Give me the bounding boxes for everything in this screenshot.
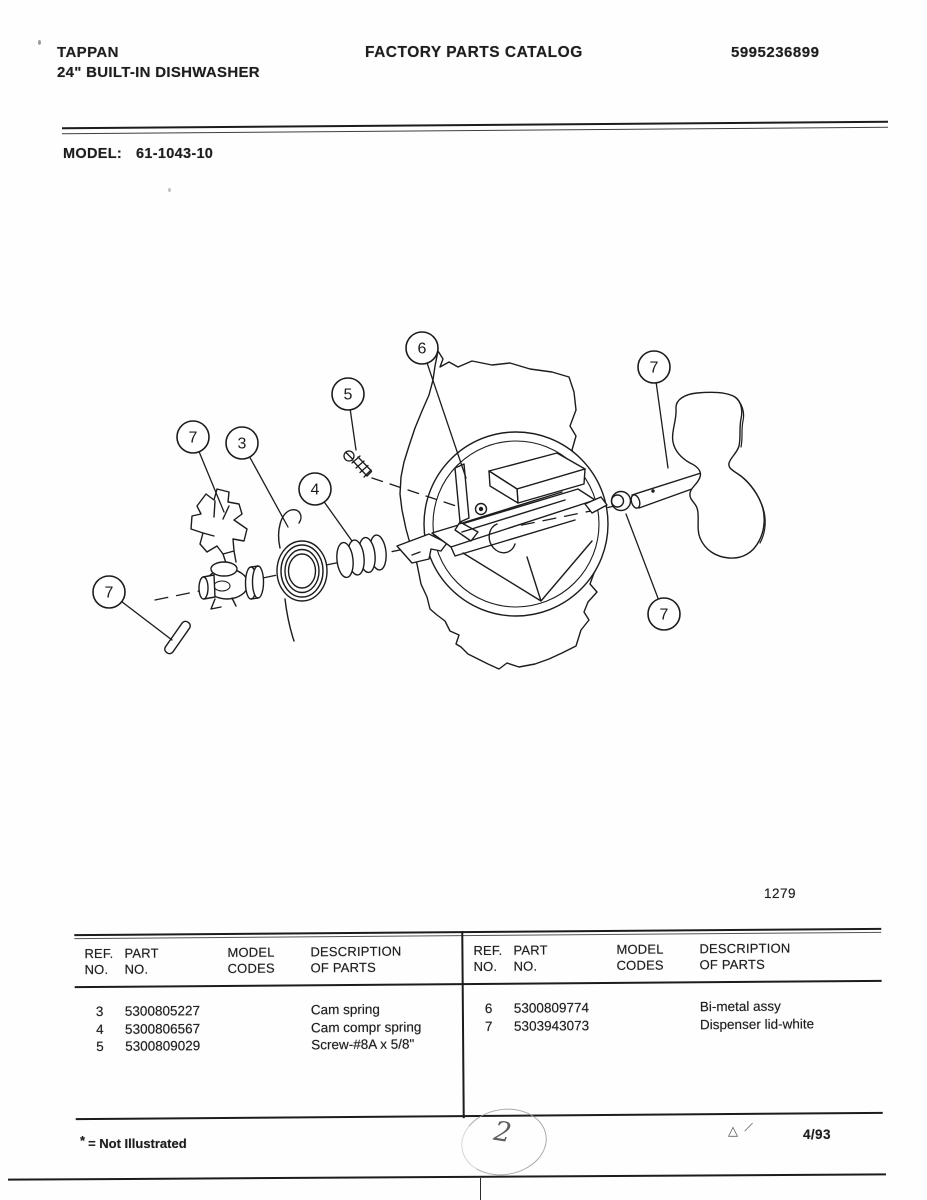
cell-desc: Cam spring — [310, 1001, 380, 1018]
footnote-text: = Not Illustrated — [88, 1136, 187, 1151]
cell-codes — [228, 1002, 311, 1020]
revision-date: 4/93 — [803, 1127, 831, 1142]
handwritten-page-number: 2 — [491, 1115, 514, 1150]
column-header: REF. NO. — [84, 945, 114, 977]
footnote-asterisk: * — [80, 1133, 86, 1148]
callout-number: 7 — [188, 429, 198, 447]
revision-tick-mark: ⁄ — [746, 1118, 752, 1136]
cell-codes — [228, 1020, 311, 1038]
cell-desc: Screw-#8A x 5/8" — [311, 1036, 415, 1053]
retainer-ring — [612, 492, 631, 511]
brand-name: TAPPAN — [57, 44, 119, 61]
page-title: FACTORY PARTS CATALOG — [365, 44, 583, 61]
parts-table-left-body — [85, 1001, 462, 1056]
publication-number: 5995236899 — [731, 44, 820, 61]
cell-desc: Bi-metal assy — [699, 998, 781, 1015]
cell-codes — [617, 999, 700, 1017]
table-header-row — [84, 943, 461, 977]
cell-part: 5300809029 — [125, 1038, 201, 1054]
screw — [344, 451, 372, 477]
product-name: 24" BUILT-IN DISHWASHER — [57, 64, 260, 81]
cell-part: 5300806567 — [124, 1020, 201, 1037]
parts-table-right — [463, 928, 882, 1118]
column-header: PART NO. — [513, 942, 548, 974]
model-label: MODEL: — [63, 146, 122, 162]
model-number: 61-1043-10 — [136, 146, 214, 162]
cam-spring — [277, 510, 327, 641]
cell-codes — [228, 1037, 311, 1055]
figure-number: 1279 — [764, 886, 797, 901]
parts-table-right-body — [474, 998, 882, 1036]
callout-number: 7 — [659, 606, 669, 624]
revision-triangle-mark: △ — [728, 1123, 738, 1138]
cam-compression-spring — [335, 534, 388, 578]
cell-ref: 4 — [95, 1021, 104, 1037]
column-header: DESCRIPTION OF PARTS — [310, 943, 402, 975]
dispenser-lid — [673, 392, 766, 558]
column-header: PART NO. — [124, 945, 159, 977]
cell-part: 5300809774 — [513, 1000, 590, 1016]
cell-ref: 5 — [96, 1038, 104, 1055]
cell-part: 5303943073 — [513, 1017, 590, 1034]
footer-vertical-tick — [480, 1178, 481, 1200]
cell-desc: Cam compr spring — [310, 1018, 422, 1035]
column-header: DESCRIPTION OF PARTS — [699, 940, 791, 972]
cell-part: 5300805227 — [124, 1003, 201, 1019]
table-header-row — [473, 940, 881, 974]
callout-number: 3 — [237, 435, 247, 453]
cell-desc: Dispenser lid-white — [699, 1015, 815, 1032]
cell-codes — [617, 1017, 700, 1035]
callout-number: 4 — [310, 481, 320, 499]
parts-table — [74, 928, 882, 1121]
column-header: MODEL CODES — [616, 941, 664, 973]
cell-ref: 6 — [484, 1000, 493, 1016]
footnote — [80, 1133, 187, 1151]
cell-ref: 3 — [95, 1003, 104, 1020]
callout-number: 6 — [417, 340, 427, 358]
column-header: MODEL CODES — [227, 944, 275, 976]
callout-number: 7 — [104, 584, 114, 602]
pivot-pin-left — [163, 620, 192, 655]
cell-ref: 7 — [484, 1018, 493, 1034]
cam-bracket-assembly — [191, 489, 264, 609]
callout-number: 5 — [343, 386, 353, 404]
column-header: REF. NO. — [473, 942, 503, 974]
callout-number: 7 — [649, 359, 659, 377]
parts-table-left — [74, 931, 462, 1121]
